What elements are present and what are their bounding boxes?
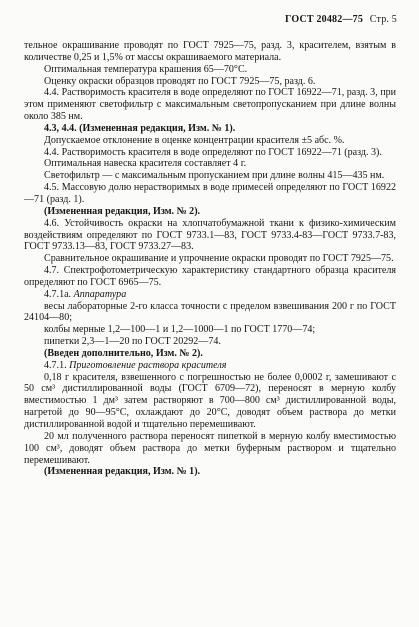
paragraph: Светофильтр — с максимальным пропусканием при длине волны 415—435 нм. xyxy=(44,170,385,182)
section-title: Аппаратура xyxy=(73,288,127,300)
paragraph: 4.5. Массовую долю нерастворимых в воде примесей определяют по ГОСТ 16922—71 (разд. 1). xyxy=(24,182,396,205)
paragraph: Оптимальная навеска красителя составляет 4 г. xyxy=(44,158,247,170)
paragraph: 4.6. Устойчивость окраски на хлопчатобумажной ткани к физико-химическим воздействиям определяют по ГОСТ 9733.1—83, ГОСТ 9733.4-83—ГОСТ 9733.7-83, ГОСТ 9733.13—83, ГОСТ 9733.27—83. xyxy=(24,217,396,253)
page-number: Стр. 5 xyxy=(369,14,397,25)
amendment-note: 4.3, 4.4. (Измененная редакция, Изм. № 1). xyxy=(44,122,236,134)
standard-number: ГОСТ 20482—75 xyxy=(285,14,364,25)
paragraph: Оптимальная температура крашения 65—70°С. xyxy=(44,63,248,75)
section-number: 4.7.1а. xyxy=(44,288,74,300)
paragraph: тельное окрашивание проводят по ГОСТ 7925—75, разд. 3, красителем, взятым в количестве 0,25 и 1,5% от массы окрашиваемого материала. xyxy=(24,40,396,63)
paragraph: Сравнительное окрашивание и упрочнение окраски проводят по ГОСТ 7925—75. xyxy=(44,253,394,265)
amendment-note: (Измененная редакция, Изм. № 2). xyxy=(44,205,201,217)
amendment-note: (Измененная редакция, Изм. № 1). xyxy=(44,466,201,478)
paragraph: колбы мерные 1,2—100—1 и 1,2—1000—1 по ГОСТ 1770—74; xyxy=(44,324,316,336)
paragraph: Оценку окраски образцов проводят по ГОСТ 7925—75, разд. 6. xyxy=(44,75,316,87)
document-body xyxy=(24,40,396,478)
paragraph: 4.4. Растворимость красителя в воде определяют по ГОСТ 16922—71 (разд. 3). xyxy=(44,146,382,158)
paragraph: Допускаемое отклонение в оценке концентрации красителя ±5 абс. %. xyxy=(44,134,345,146)
section-heading-apparatus xyxy=(24,289,396,301)
page-header xyxy=(285,14,397,25)
paragraph: весы лабораторные 2-го класса точности с пределом взвешивания 200 г по ГОСТ 24104—80; xyxy=(24,300,396,324)
paragraph: 0,18 г красителя, взвешенного с погрешностью не более 0,0002 г, замешивают с 50 см³ дистиллированной воды (ГОСТ 6709—72), переносят в мерную колбу вместимостью 1 дм³ затем растворяют в 700—800 см³ дистиллированной воды, нагретой до 90—95°С, охлаждают до 20°С, доводят объем раствора до метки дистиллированной водой и тщательно перемешивают. xyxy=(24,371,396,430)
section-heading-solution xyxy=(24,360,396,372)
amendment-note: (Введен дополнительно, Изм. № 2). xyxy=(44,347,203,359)
paragraph: 4.7. Спектрофотометрическую характеристику стандартного образца красителя определяют по ГОСТ 6965—75. xyxy=(24,265,396,288)
paragraph: пипетки 2,3—1—20 по ГОСТ 20292—74. xyxy=(44,336,221,348)
paragraph: 20 мл полученного раствора переносят пипеткой в мерную колбу вместимостью 100 см³, доводят объем раствора до метки буферным раствором и тщательно перемешивают. xyxy=(24,430,396,466)
paragraph: 4.4. Растворимость красителя в воде определяют по ГОСТ 16922—71, разд. 3, при этом применяют светофильтр с максимальным светопропусканием при длине волны около 385 нм. xyxy=(24,87,396,123)
section-number: 4.7.1. xyxy=(44,359,70,371)
section-title: Приготовление раствора красителя xyxy=(69,359,227,371)
